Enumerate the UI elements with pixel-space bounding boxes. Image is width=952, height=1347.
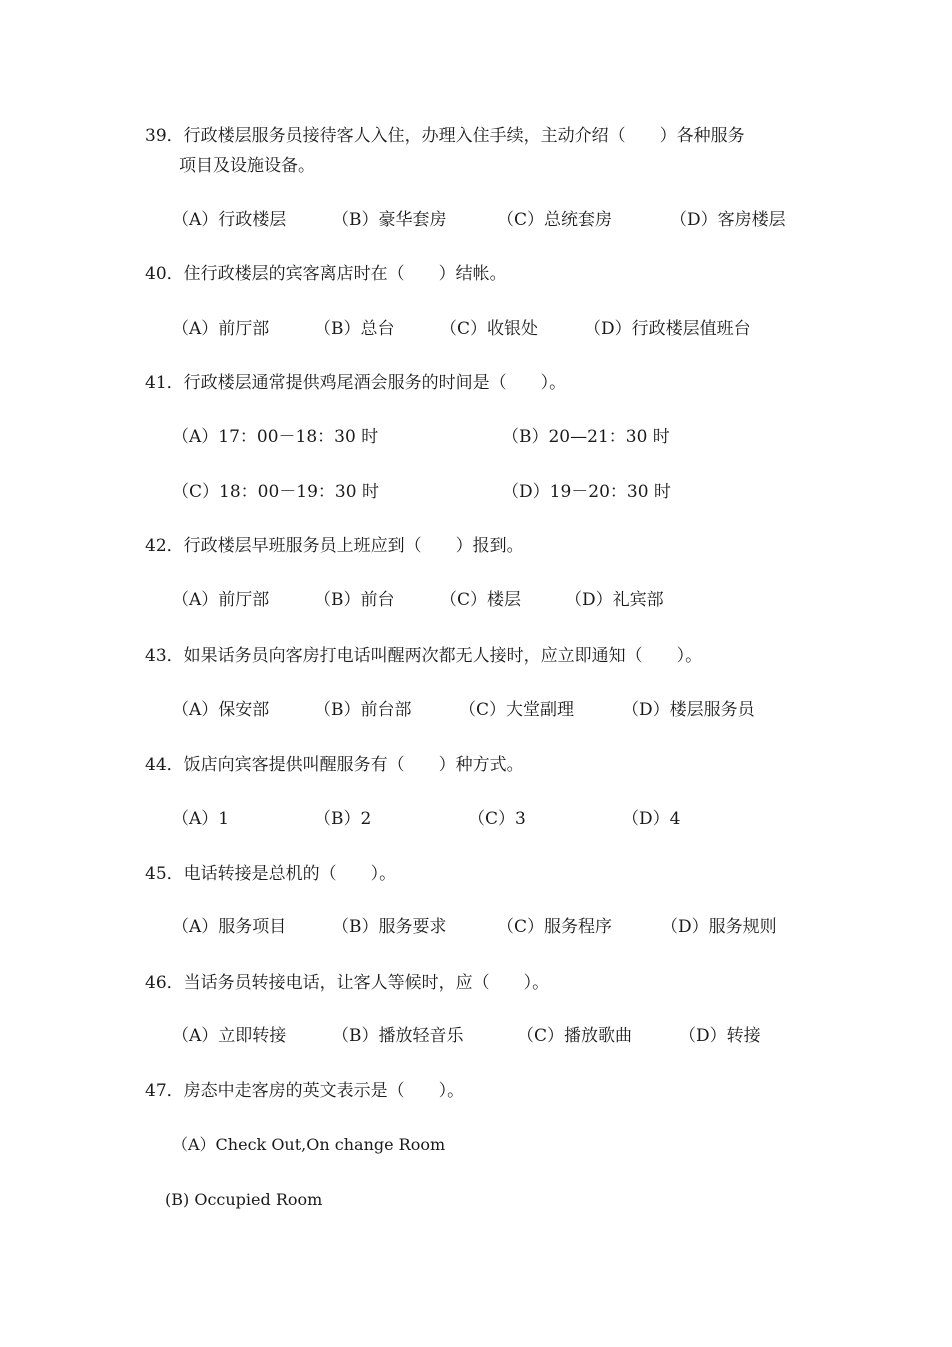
option-d: （D）19－20：30 时 [502, 482, 671, 502]
option-d: （D）礼宾部 [565, 590, 664, 610]
question-42 [145, 531, 524, 561]
option-d: （D）4 [622, 809, 681, 829]
option-c: （C）服务程序 [497, 917, 613, 937]
option-b: （B）2 [314, 809, 372, 829]
option-a: （A）1 [172, 809, 230, 829]
question-39-text: 39．行政楼层服务员接待客人入住，办理入住手续，主动介绍（ ）各种服务 [145, 126, 745, 146]
question-41 [145, 368, 566, 398]
question-44-text: 44．饭店向宾客提供叫醒服务有（ ）种方式。 [145, 755, 524, 775]
option-d: （D）楼层服务员 [622, 700, 755, 720]
question-46 [145, 968, 549, 998]
question-43-text: 43．如果话务员向客房打电话叫醒两次都无人接时，应立即通知（ ）。 [145, 646, 703, 666]
option-a: （A）服务项目 [172, 917, 287, 937]
question-40-text: 40．住行政楼层的宾客离店时在（ ）结帐。 [145, 264, 507, 284]
option-a: （A）保安部 [172, 700, 270, 720]
option-d: （D）客房楼层 [670, 210, 786, 230]
option-b: （B）服务要求 [332, 917, 447, 937]
question-46-text: 46．当话务员转接电话，让客人等候时，应（ ）。 [145, 973, 550, 993]
option-a: （A）Check Out,On change Room [172, 1135, 446, 1154]
question-40 [145, 259, 507, 289]
option-c: （C）3 [468, 809, 526, 829]
option-b: （B）前台部 [314, 700, 412, 720]
question-45 [145, 859, 396, 889]
question-45-text: 45．电话转接是总机的（ ）。 [145, 864, 397, 884]
question-42-text: 42．行政楼层早班服务员上班应到（ ）报到。 [145, 536, 524, 556]
option-b: （B）播放轻音乐 [332, 1026, 464, 1046]
question-41-text: 41．行政楼层通常提供鸡尾酒会服务的时间是（ ）。 [145, 373, 567, 393]
question-43 [145, 641, 702, 671]
option-b: (B) Occupied Room [165, 1190, 323, 1209]
option-d: （D）转接 [679, 1026, 761, 1046]
option-b: （B）前台 [314, 590, 395, 610]
option-c: （C）总统套房 [497, 210, 613, 230]
question-39 [145, 121, 745, 181]
option-a: （A）行政楼层 [172, 210, 287, 230]
option-c: （C）大堂副理 [459, 700, 575, 720]
option-a: （A）前厅部 [172, 319, 270, 339]
option-d: （D）行政楼层值班台 [584, 319, 751, 339]
option-d: （D）服务规则 [661, 917, 777, 937]
question-47-text: 47．房态中走客房的英文表示是（ ）。 [145, 1081, 465, 1101]
option-c: （C）收银处 [440, 319, 539, 339]
option-b: （B）总台 [314, 319, 395, 339]
question-39-text-cont: 项目及设施设备。 [179, 156, 315, 176]
option-c: （C）楼层 [440, 590, 522, 610]
option-c: （C）播放歌曲 [517, 1026, 633, 1046]
option-b: （B）20—21：30 时 [502, 427, 670, 447]
option-a: （A）17：00－18：30 时 [172, 427, 379, 447]
option-c: （C）18：00－19：30 时 [172, 482, 379, 502]
option-a: （A）立即转接 [172, 1026, 287, 1046]
question-47 [145, 1076, 464, 1106]
option-a: （A）前厅部 [172, 590, 270, 610]
question-44 [145, 750, 524, 780]
option-b: （B）豪华套房 [332, 210, 447, 230]
